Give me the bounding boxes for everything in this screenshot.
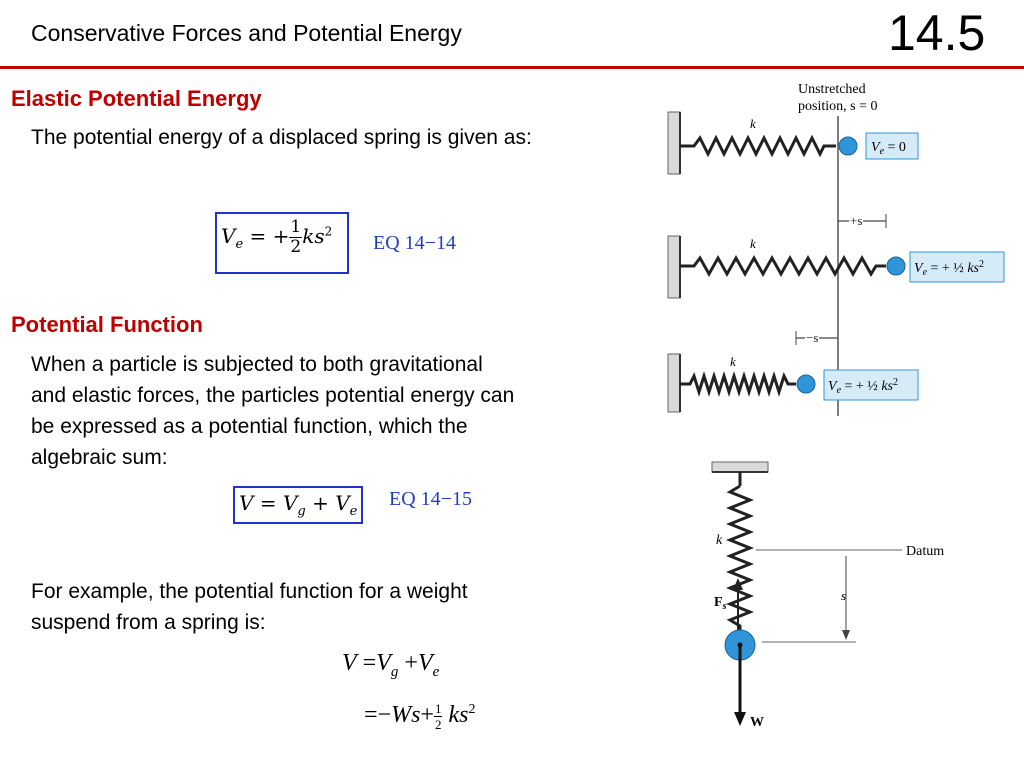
spring-unstretched <box>668 112 918 174</box>
minus-s-label: −s <box>806 330 819 345</box>
particle-3 <box>797 375 815 393</box>
hanging-k-label: k <box>716 533 723 548</box>
equation-14-14: $V_e$ = + $\frac{1}{2}$ $ks^2$ <box>221 217 333 257</box>
potential-line-4: algebraic sum: <box>31 446 168 469</box>
potential-line-3: be expressed as a potential function, which the <box>31 415 468 438</box>
position-label: position, s = 0 <box>798 99 878 114</box>
example-line-2: suspend from a spring is: <box>31 611 266 634</box>
example-equation <box>342 644 475 734</box>
potential-line-1: When a particle is subjected to both gravitational <box>31 353 483 376</box>
equation-14-14-label: EQ 14−14 <box>373 232 456 254</box>
example-line-1: For example, the potential function for a weight <box>31 580 468 603</box>
spring-compressed <box>668 354 918 412</box>
plus-s-label: +s <box>850 213 863 228</box>
section-number: 14.5 <box>888 5 986 61</box>
hanging-spring <box>730 486 750 632</box>
particle-1 <box>839 137 857 155</box>
k-label-3: k <box>730 354 736 369</box>
ceiling-support <box>712 462 768 472</box>
hanging-spring-figure <box>706 460 966 740</box>
example-equation-line-1: $V =V_g +V_e$ <box>342 650 440 680</box>
equation-14-15-label: EQ 14−15 <box>389 488 472 510</box>
spring-displacement-figure <box>664 76 1024 422</box>
page-title: Conservative Forces and Potential Energy <box>31 20 462 46</box>
ve-stretched-label: $V_e$ = + ½ $ks^2$ <box>914 259 984 278</box>
potential-text <box>31 349 514 473</box>
equation-14-15-box <box>233 486 363 524</box>
unstretched-label: Unstretched <box>798 82 866 97</box>
example-equation-line-2: =−Ws+ $\frac{1}{2}$ $ks^2$ <box>364 700 476 732</box>
k-label-2: k <box>750 236 756 251</box>
equation-14-14-box <box>215 212 349 274</box>
k-label-1: k <box>750 116 756 131</box>
equation-14-15: $V = V_g + V_e$ <box>239 491 358 519</box>
displacement-s-label: s <box>841 588 847 603</box>
datum-label: Datum <box>906 544 945 559</box>
potential-line-2: and elastic forces, the particles potential energy can <box>31 384 515 407</box>
header-divider <box>0 66 1024 69</box>
spring-force-label: $F_s$ <box>714 595 727 612</box>
potential-heading: Potential Function <box>11 312 203 337</box>
spring-stretched <box>668 236 1004 298</box>
example-text <box>31 576 468 638</box>
elastic-heading: Elastic Potential Energy <box>11 86 262 111</box>
ve-zero-label: $V_e = 0$ <box>871 140 906 157</box>
elastic-intro: The potential energy of a displaced spring is given as: <box>31 126 532 149</box>
particle-2 <box>887 257 905 275</box>
weight-label: W <box>750 715 764 730</box>
ve-compressed-label: $V_e$ = + ½ $ks^2$ <box>828 377 898 396</box>
wall-1 <box>668 112 680 174</box>
